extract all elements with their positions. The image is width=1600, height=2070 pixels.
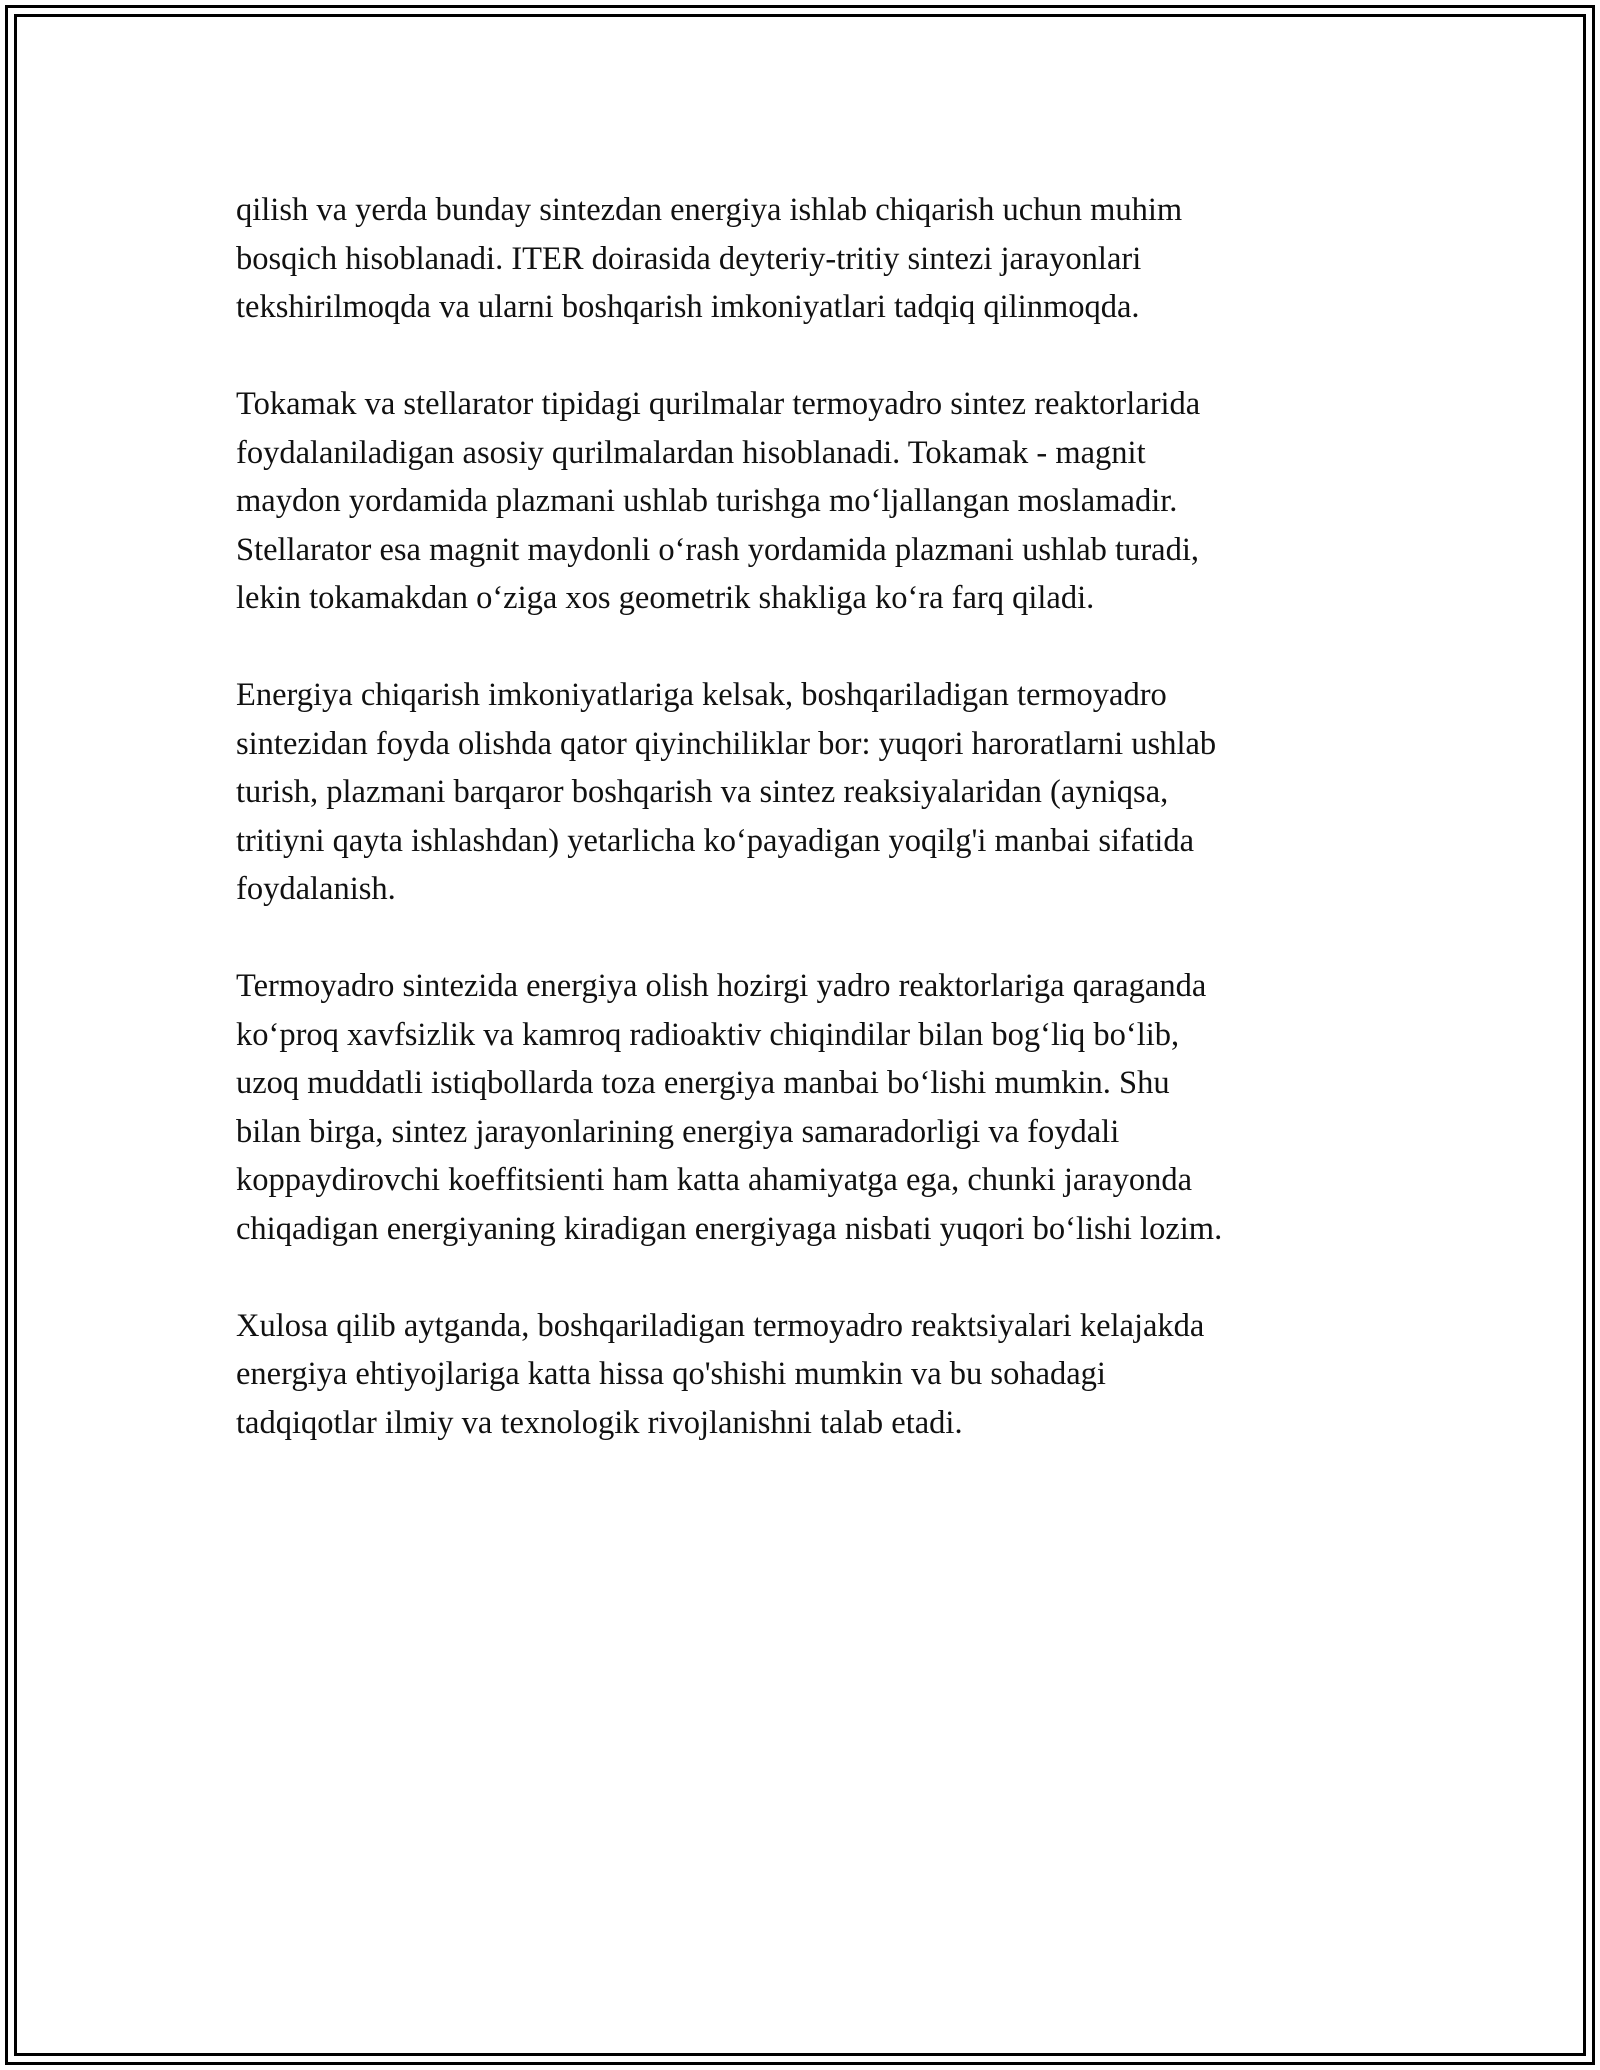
paragraph-conclusion: Xulosa qilib aytganda, boshqariladigan termoyadro reaktsiyalari kelajakda energiya ehtiyojlariga katta hissa qo'shishi mumkin va bu sohadagi tadqiqotlar ilmiy va texnologik rivojlanishni talab etadi. [236,1307,1205,1441]
paragraph-iter: qilish va yerda bunday sintezdan energiya ishlab chiqarish uchun muhim bosqich hisoblanadi. ITER doirasida deyteriy-tritiy sintezi jarayonlari tekshirilmoqda va ularni boshqarish imkoniyatlari tadqiq qilinmoqda. [236,192,1183,325]
paragraph-safety-efficiency: Termoyadro sintezida energiya olish hozirgi yadro reaktorlariga qaraganda ko‘proq xavfsizlik va kamroq radioaktiv chiqindilar bilan bog‘liq bo‘lib, uzoq muddatli istiqbollarda toza energiya manbai bo‘lishi mumkin. Shu bilan birga, sintez jarayonlarining energiya samaradorligi va foydali koppaydirovchi koeffitsienti ham katta ahamiyatga ega, chunki jarayonda chiqadigan energiyaning kiradigan energiyaga nisbati yuqori bo‘lishi lozim. [236,968,1223,1247]
paragraph-energy-challenges: Energiya chiqarish imkoniyatlariga kelsak, boshqariladigan termoyadro sintezidan foyda olishda qator qiyinchiliklar bor: yuqori haroratlarni ushlab turish, plazmani barqaror boshqarish va sintez reaksiyalaridan (ayniqsa, tritiyni qayta ishlashdan) yetarlicha ko‘payadigan yoqilg'i manbai sifatida foydalanish. [236,677,1217,907]
paragraph-tokamak-stellarator: Tokamak va stellarator tipidagi qurilmalar termoyadro sintez reaktorlarida foydalaniladigan asosiy qurilmalardan hisoblanadi. Tokamak - magnit maydon yordamida plazmani ushlab turishga mo‘ljallangan moslamadir. Stellarator esa magnit maydonli o‘rash yordamida plazmani ushlab turadi, lekin tokamakdan o‘ziga xos geometrik shakliga ko‘ra farq qiladi. [236,386,1201,616]
document-body [236,186,1376,1496]
